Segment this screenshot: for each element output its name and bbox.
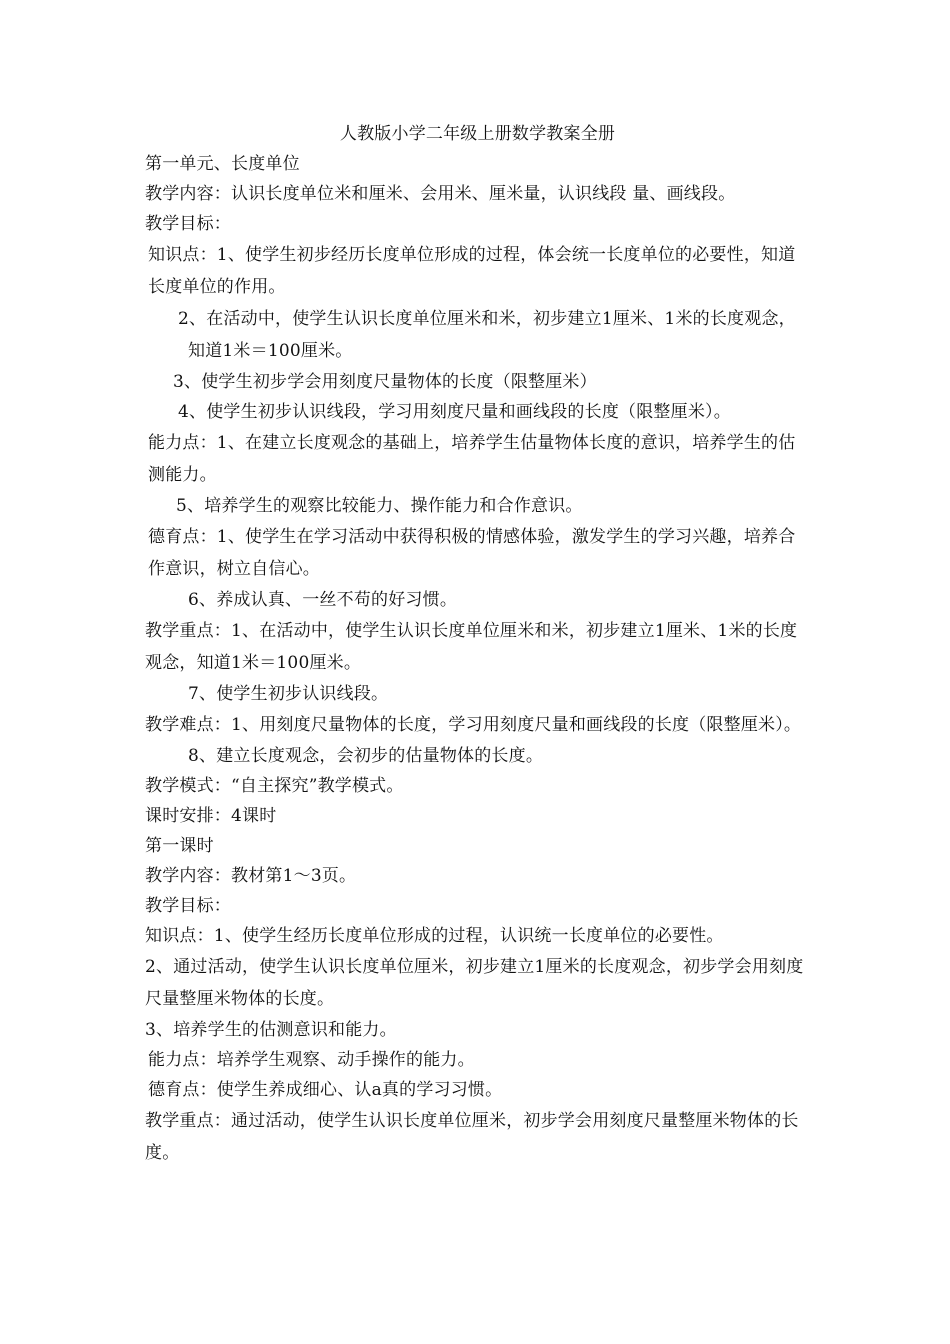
lesson-heading: 第一课时 — [145, 836, 214, 856]
paragraph: 教学目标： — [145, 896, 231, 916]
paragraph: 知识点：1、使学生初步经历长度单位形成的过程，体会统一长度单位的必要性，知道长度单位的作用。 — [148, 245, 796, 297]
document-body — [145, 119, 810, 1169]
paragraph: 德育点：使学生养成细心、认a真的学习习惯。 — [148, 1080, 503, 1100]
paragraph: 能力点：培养学生观察、动手操作的能力。 — [148, 1050, 475, 1070]
paragraph: 7、使学生初步认识线段。 — [188, 684, 389, 704]
paragraph: 4、使学生初步认识线段，学习用刻度尺量和画线段的长度（限整厘米）。 — [178, 402, 731, 422]
paragraph: 教学模式：“自主探究”教学模式。 — [145, 776, 404, 796]
paragraph: 教学重点：通过活动，使学生认识长度单位厘米，初步学会用刻度尺量整厘米物体的长度。 — [145, 1111, 799, 1163]
paragraph: 知识点：1、使学生经历长度单位形成的过程，认识统一长度单位的必要性。 — [145, 926, 724, 946]
paragraph: 德育点：1、使学生在学习活动中获得积极的情感体验，激发学生的学习兴趣，培养合作意识，树立自信心。 — [148, 527, 796, 579]
paragraph: 教学内容：认识长度单位米和厘米、会用米、厘米量，认识线段 量、画线段。 — [145, 184, 736, 204]
document-title: 人教版小学二年级上册数学教案全册 — [339, 124, 616, 144]
paragraph: 3、培养学生的估测意识和能力。 — [145, 1020, 397, 1040]
paragraph: 2、在活动中，使学生认识长度单位厘米和米，初步建立1厘米、1米的长度观念，知道1米＝100厘米。 — [178, 309, 796, 361]
paragraph: 教学内容：教材第1～3页。 — [145, 866, 357, 886]
paragraph: 课时安排：4课时 — [145, 806, 277, 826]
paragraph: 教学目标： — [145, 214, 231, 234]
paragraph: 2、通过活动，使学生认识长度单位厘米，初步建立1厘米的长度观念，初步学会用刻度尺量整厘米物体的长度。 — [145, 957, 804, 1009]
paragraph: 8、建立长度观念，会初步的估量物体的长度。 — [188, 746, 544, 766]
paragraph: 能力点：1、在建立长度观念的基础上，培养学生估量物体长度的意识，培养学生的估测能力。 — [148, 433, 796, 485]
paragraph: 教学重点：1、在活动中，使学生认识长度单位厘米和米，初步建立1厘米、1米的长度观念，知道1米＝100厘米。 — [145, 621, 798, 673]
paragraph: 5、培养学生的观察比较能力、操作能力和合作意识。 — [176, 496, 583, 516]
paragraph: 3、使学生初步学会用刻度尺量物体的长度（限整厘米） — [173, 372, 597, 392]
unit-heading: 第一单元、长度单位 — [145, 154, 300, 174]
paragraph: 教学难点：1、用刻度尺量物体的长度，学习用刻度尺量和画线段的长度（限整厘米）。 — [145, 715, 802, 735]
paragraph: 6、养成认真、一丝不苟的好习惯。 — [188, 590, 458, 610]
